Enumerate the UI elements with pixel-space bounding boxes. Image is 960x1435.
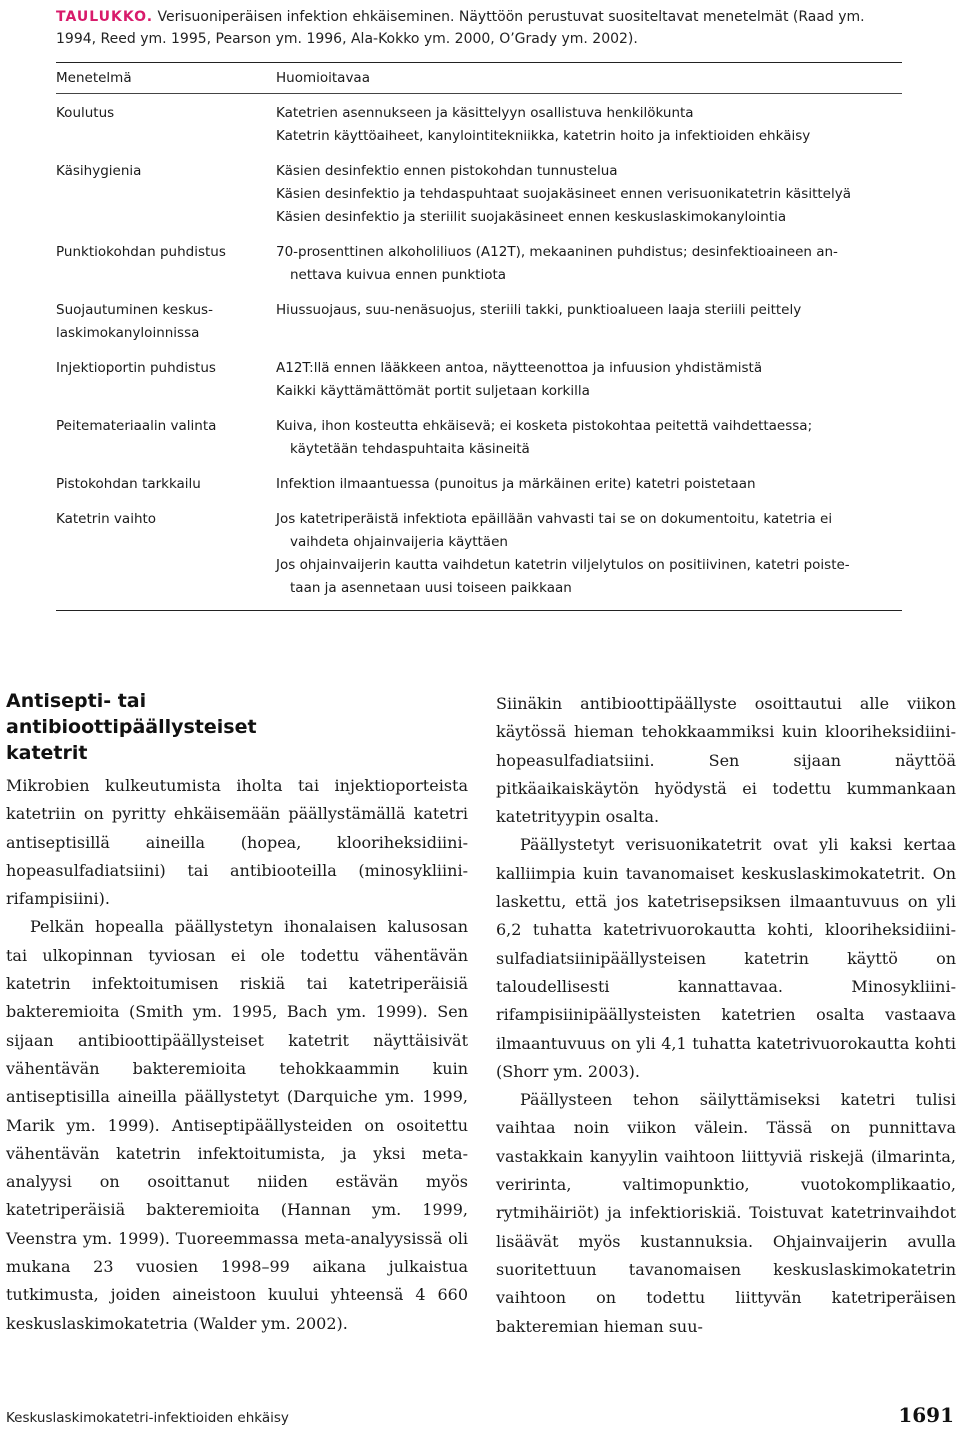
method-text: laskimokanyloinnissa	[56, 325, 200, 341]
note-text: nettava kuivua ennen punktiota	[290, 267, 507, 283]
note-text: Katetrin käyttöaiheet, kanylointitekniikka, katetrin hoito ja infektioiden ehkäisy	[276, 128, 811, 144]
page-number: 1691	[898, 1403, 954, 1427]
note-text: A12T:llä ennen lääkkeen antoa, näytteenottoa ja infuusion yhdistämistä	[276, 360, 763, 376]
notes-cell	[276, 241, 902, 287]
note-text: Jos ohjainvaijerin kautta vaihdetun katetrin viljelytulos on positiivinen, katetri poiste-	[276, 557, 850, 573]
prevention-table	[56, 62, 902, 611]
note-text: Katetrien asennukseen ja käsittelyyn osallistuva henkilökunta	[276, 105, 694, 121]
method-cell	[56, 473, 276, 496]
table-body	[56, 94, 902, 610]
article-heading	[6, 688, 466, 766]
article-left-column	[6, 772, 468, 1338]
method-cell	[56, 415, 276, 461]
method-text: Katetrin vaihto	[56, 511, 157, 527]
right-paragraph-3: Päällysteen tehon säilyttämiseksi katetri tulisi vaihtaa noin viikon välein. Tässä on punnittava vastakkain kanyylin vaihtoon liittyviä riskejä (ilmarinta, veririnta, valtimopunktio, vuotokomplikaatio, rytmihäiriöt) ja infektioriskiä. Toistuvat katetrinvaihdot lisäävät myös kustannuksia. Ohjainvaijerin avulla suoritettuun tavanomaisen keskuslaskimokatetrin vaihtoon on todettu liittyvän katetriperäisen bakteremian hieman suu-	[496, 1090, 956, 1336]
note-text: Käsien desinfektio ja steriilit suojakäsineet ennen keskuslaskimokanylointia	[276, 209, 787, 225]
method-text: Koulutus	[56, 105, 115, 121]
table-header-row	[56, 63, 902, 94]
header-method: Menetelmä	[56, 69, 132, 86]
table-row	[56, 299, 902, 345]
method-text: Peitemateriaalin valinta	[56, 418, 217, 434]
note-text: Kaikki käyttämättömät portit suljetaan korkilla	[276, 383, 590, 399]
right-paragraph-2: Päällystetyt verisuonikatetrit ovat yli kaksi kertaa kalliimpia kuin tavanomaiset keskuslaskimokatetrit. On laskettu, että jos katetrisepsiksen ilmaantuvuus on yli 6,2 tuhatta katetrivuorokautta kohti, klooriheksidiini-sulfadiatsiinipäällysteisen katetrin käyttö on taloudellisesti kannattavaa. Minosykliini-rifampisiinipäällysteisten katetrien osalta vastaava ilmaantuvuus on yli 4,1 tuhatta katetrivuorokautta kohti (Shorr ym. 2003).	[496, 835, 956, 1081]
table-row	[56, 241, 902, 287]
notes-cell	[276, 357, 902, 403]
method-cell	[56, 102, 276, 148]
method-text: Suojautuminen keskus-	[56, 302, 213, 318]
note-text: Infektion ilmaantuessa (punoitus ja märkäinen erite) katetri poistetaan	[276, 476, 756, 492]
table-bottom-rule	[56, 610, 902, 611]
table-row	[56, 160, 902, 229]
method-text: Injektioportin puhdistus	[56, 360, 216, 376]
header-notes: Huomioitavaa	[276, 69, 370, 86]
method-text: Punktiokohdan puhdistus	[56, 244, 226, 260]
caption-text: Verisuoniperäisen infektion ehkäiseminen. Näyttöön perustuvat suositeltavat menetelmät (Raad ym. 1994, Reed ym. 1995, Pearson ym. 1996, Ala-Kokko ym. 2000, O’Grady ym. 2002).	[56, 9, 865, 47]
note-text: Käsien desinfektio ja tehdaspuhtaat suojakäsineet ennen verisuonikatetrin käsittelyä	[276, 186, 851, 202]
method-text: Käsihygienia	[56, 163, 142, 179]
note-text: käytetään tehdaspuhtaita käsineitä	[290, 441, 530, 457]
notes-cell	[276, 508, 902, 600]
table-row	[56, 415, 902, 461]
article-right-column	[496, 690, 956, 1341]
note-text: taan ja asennetaan uusi toiseen paikkaan	[290, 580, 572, 596]
notes-cell	[276, 102, 902, 148]
left-paragraph-2: Pelkän hopealla päällystetyn ihonalaisen kalusosan tai ulkopinnan tyviosan ei ole todettu vähentävän katetrin infektoitumisen riskiä tai katetriperäisiä bakteremioita (Smith ym. 1995, Bach ym. 1999). Sen sijaan antibioottipäällysteiset katetrit näyttäisivät vähentävän bakteremioita tehokkaammin kuin antiseptisilla aineilla päällystetyt (Darquiche ym. 1999, Marik ym. 1999). Antiseptipäällysteiden on osoitettu vähentävän katetrin infektoitumista, ja yksi meta-analyysi on osoittanut niiden estävän myös katetriperäisiä bakteremioita (Hannan ym. 1999, Veenstra ym. 1999). Tuoreemmassa meta-analyysissä oli mukana 23 vuosien 1998–99 aikana julkaistua tutkimusta, joiden aineistoon kuului yhteensä 4 660 keskuslaskimokatetria (Walder ym. 2002).	[6, 917, 468, 1333]
note-text: vaihdeta ohjainvaijeria käyttäen	[290, 534, 508, 550]
notes-cell	[276, 415, 902, 461]
note-text: Käsien desinfektio ennen pistokohdan tunnustelua	[276, 163, 618, 179]
table-row	[56, 357, 902, 403]
note-text: 70-prosenttinen alkoholiliuos (A12T), mekaaninen puhdistus; desinfektioaineen an-	[276, 244, 838, 260]
note-text: Kuiva, ihon kosteutta ehkäisevä; ei kosketa pistokohtaa peitettä vaihdettaessa;	[276, 418, 813, 434]
table-caption	[56, 6, 906, 50]
article-heading-text: Antisepti- tai antibioottipäällysteiset katetrit	[6, 690, 257, 764]
table-row	[56, 102, 902, 148]
notes-cell	[276, 473, 902, 496]
method-cell	[56, 299, 276, 345]
table-row	[56, 473, 902, 496]
right-paragraph-1: Siinäkin antibioottipäällyste osoittautui alle viikon käytössä hieman tehokkaammiksi kuin klooriheksidiini-hopeasulfadiatsiini. Sen sijaan näyttöä pitkäaikaiskäytön hyödystä ei todettu kummankaan katetrityypin osalta.	[496, 694, 956, 827]
notes-cell	[276, 160, 902, 229]
left-paragraph-1: Mikrobien kulkeutumista iholta tai injektioporteista katetriin on pyritty ehkäisemään päällystämällä katetri antiseptisillä aineilla (hopea, klooriheksidiini-hopeasulfadiatsiini) tai antibiooteilla (minosykliini-rifampisiini).	[6, 776, 468, 909]
note-text: Hiussuojaus, suu-nenäsuojus, steriili takki, punktioalueen laaja steriili peittely	[276, 302, 802, 318]
table-row	[56, 508, 902, 600]
method-cell	[56, 508, 276, 600]
notes-cell	[276, 299, 902, 345]
method-cell	[56, 160, 276, 229]
note-text: Jos katetriperäistä infektiota epäillään vahvasti tai se on dokumentoitu, katetria ei	[276, 511, 833, 527]
method-cell	[56, 357, 276, 403]
method-cell	[56, 241, 276, 287]
method-text: Pistokohdan tarkkailu	[56, 476, 201, 492]
caption-tag: TAULUKKO.	[56, 9, 154, 25]
running-title: Keskuslaskimokatetri-infektioiden ehkäisy	[6, 1410, 289, 1426]
